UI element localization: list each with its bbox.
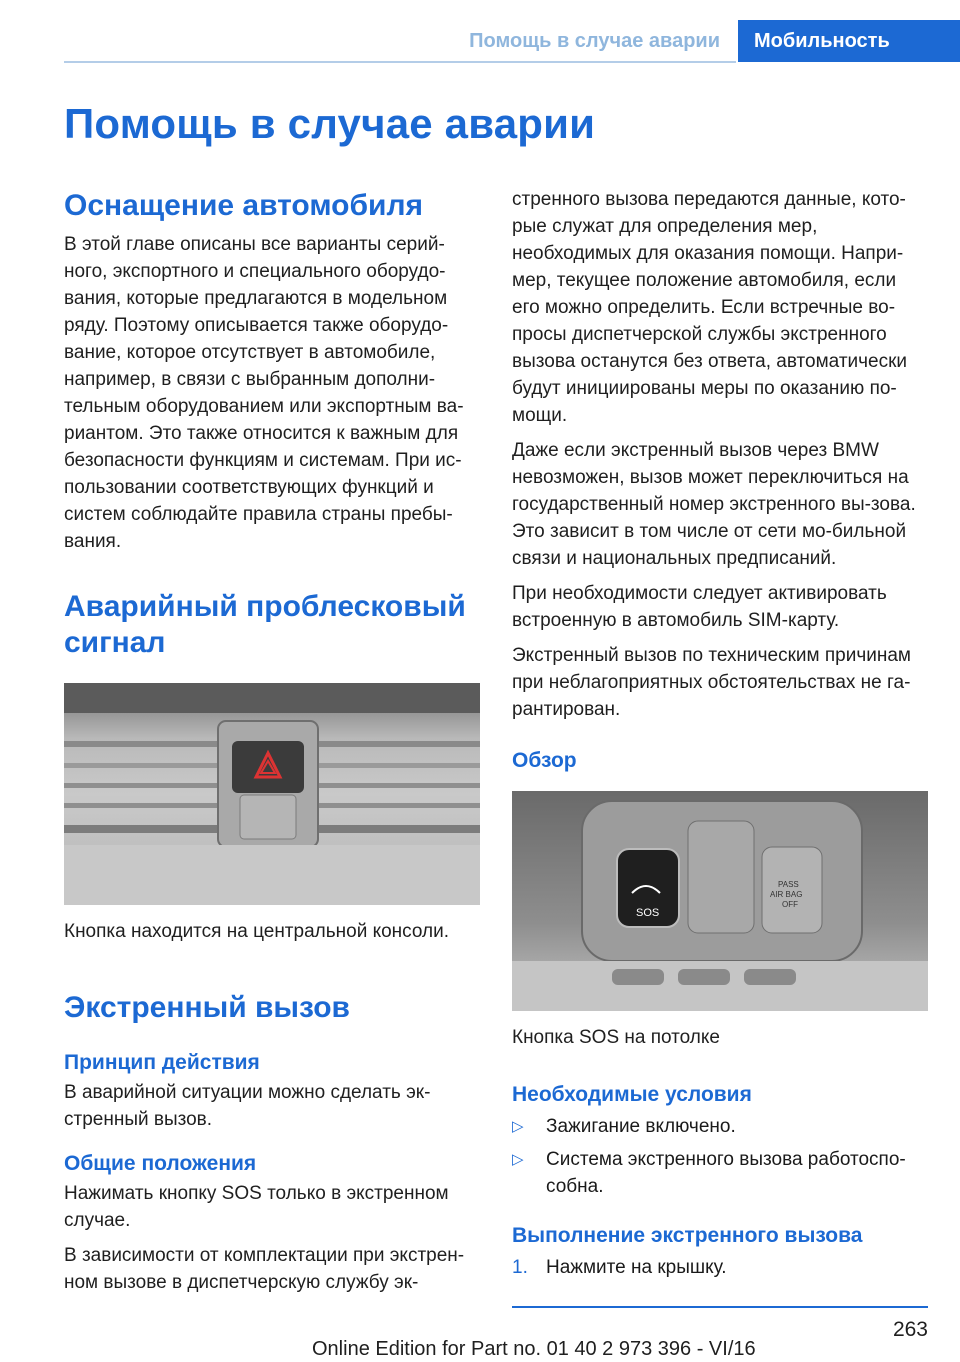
sos-figure-caption: Кнопка SOS на потолке bbox=[512, 1027, 720, 1048]
emergency-data-text: стренного вызова передаются данные, кото-рые служат для определения мер, необходимых для оказания помощи. Напри-мер, текущее положение автомобиля, если его можно определить. Если встречные во-просы диспетчерской службы экстренного вызова останутся без ответа, автоматически будут инициированы меры по оказанию по-мощи. bbox=[512, 189, 908, 426]
sos-button-figure bbox=[512, 791, 928, 1011]
left-column bbox=[64, 180, 480, 1296]
principle-text: В аварийной ситуации можно сделать эк-стренный вызов. bbox=[64, 1082, 431, 1130]
page-header bbox=[0, 0, 960, 62]
right-column bbox=[512, 180, 928, 1281]
general-text-2: В зависимости от комплектации при экстрен-ном вызове в диспетчерскую службу эк- bbox=[64, 1245, 465, 1293]
pass-label-1: PASS bbox=[778, 880, 799, 889]
subsection-title-procedure: Выполнение экстренного вызова bbox=[512, 1224, 863, 1247]
step-item bbox=[512, 1254, 928, 1281]
page-title: Помощь в случае аварии bbox=[64, 100, 596, 147]
section-title-equipment: Оснащение автомобиля bbox=[64, 189, 424, 222]
general-text-1: Нажимать кнопку SOS только в экстренном случае. bbox=[64, 1183, 449, 1231]
condition-text: Система экстренного вызова работоспо-собна. bbox=[546, 1149, 906, 1197]
procedure-steps bbox=[512, 1254, 928, 1281]
subsection-title-overview: Обзор bbox=[512, 749, 577, 772]
header-rule bbox=[64, 61, 736, 63]
subsection-title-general: Общие положения bbox=[64, 1152, 257, 1175]
header-breadcrumb[interactable]: Помощь в случае аварии bbox=[469, 30, 720, 52]
not-guaranteed-text: Экстренный вызов по техническим причинам при неблагоприятных обстоятельствах не га-рантирован. bbox=[512, 645, 911, 720]
pass-label-2: AIR BAG bbox=[770, 890, 803, 899]
subsection-title-principle: Принцип действия bbox=[64, 1051, 260, 1074]
condition-text: Зажигание включено. bbox=[546, 1116, 736, 1137]
pass-label-3: OFF bbox=[782, 900, 798, 909]
step-number: 1. bbox=[512, 1257, 528, 1278]
conditions-list bbox=[512, 1113, 928, 1200]
header-section-tab[interactable]: Мобильность bbox=[738, 20, 960, 62]
sos-ceiling-illustration bbox=[512, 791, 928, 1011]
sos-label: SOS bbox=[636, 907, 660, 919]
header-breadcrumb-area bbox=[64, 0, 736, 62]
hazard-button-figure bbox=[64, 683, 480, 905]
footer-rule bbox=[512, 1306, 928, 1308]
bmw-fallback-text: Даже если экстренный вызов через BMW невозможен, вызов может переключиться на государственный номер экстренного вы-зова. Это зависит в том числе от сети мо-бильной связи и национальных предписаний. bbox=[512, 440, 916, 569]
hazard-console-illustration bbox=[64, 683, 480, 905]
triangle-bullet-icon: ▷ bbox=[512, 1151, 524, 1168]
subsection-title-conditions: Необходимые условия bbox=[512, 1083, 752, 1106]
edition-footer: Online Edition for Part no. 01 40 2 973 396 - VI/16 bbox=[312, 1338, 756, 1360]
section-title-hazard: Аварийный проблесковый сигнал bbox=[64, 590, 466, 659]
step-text: Нажмите на крышку. bbox=[546, 1257, 727, 1278]
triangle-bullet-icon: ▷ bbox=[512, 1118, 524, 1135]
equipment-text: В этой главе описаны все варианты серий-ного, экспортного и специального оборудо-вания, которые предлагаются в модельном ряду. Поэтому описывается также оборудо-вание, которое отсутствует в автомобиле, например, в связи с выбранным дополни-тельным оборудованием или экспортным ва-риантом. Это также относится к важным для безопасности функциям и системам. При ис-пользовании соответствующих функций и систем соблюдайте правила страны пребы-вания. bbox=[64, 234, 464, 552]
list-item bbox=[512, 1146, 928, 1200]
page-number: 263 bbox=[892, 1318, 928, 1341]
hazard-figure-caption: Кнопка находится на центральной консоли. bbox=[64, 921, 450, 942]
list-item bbox=[512, 1113, 928, 1140]
sim-card-text: При необходимости следует активировать встроенную в автомобиль SIM-карту. bbox=[512, 583, 887, 631]
section-title-emergency-call: Экстренный вызов bbox=[64, 991, 350, 1024]
